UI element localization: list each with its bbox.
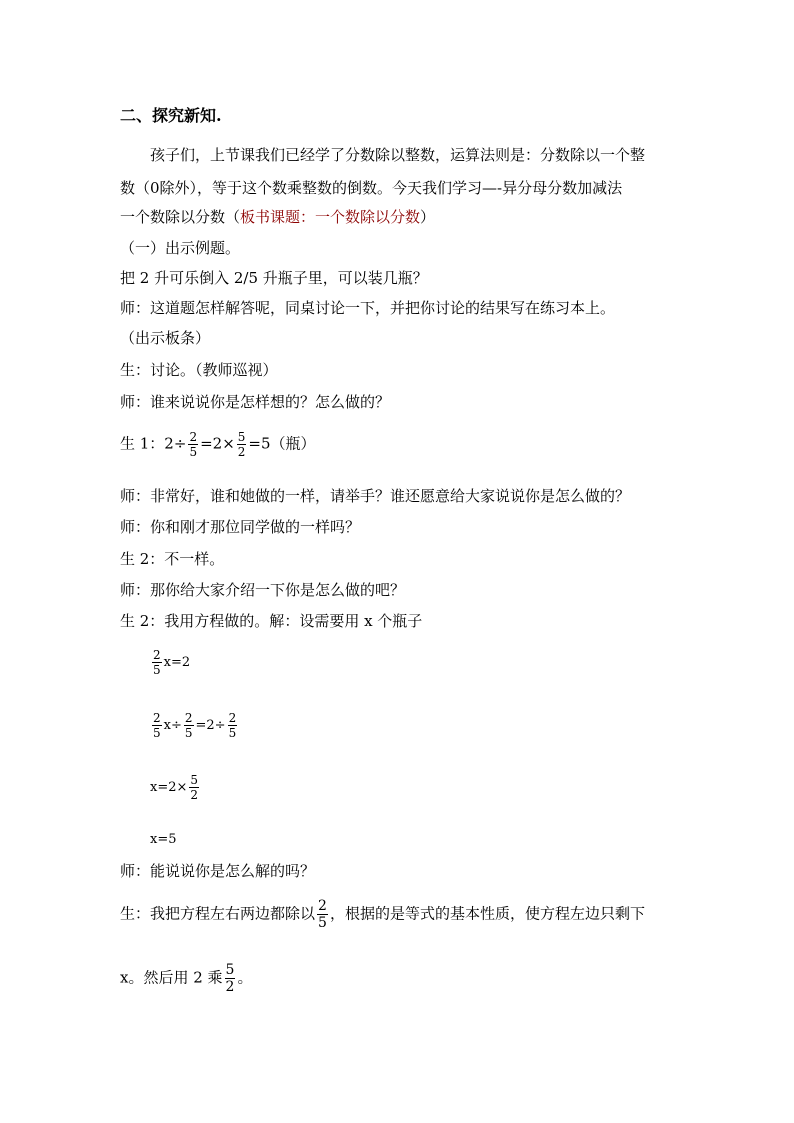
fraction: $\frac{2}{5}$ <box>153 648 161 677</box>
equation-3 <box>150 773 201 802</box>
fraction: $\frac{2}{5}$ <box>189 430 198 459</box>
fraction: $\frac{5}{2}$ <box>237 430 246 459</box>
intro-line-1: 孩子们，上节课我们已经学了分数除以整数，运算法则是：分数除以一个整 <box>150 146 646 164</box>
teacher-line-3: 师：非常好，谁和她做的一样，请举手？谁还愿意给大家说说你是怎么做的？ <box>120 487 631 505</box>
equation-2 <box>150 711 239 740</box>
intro-close: ） <box>420 208 436 226</box>
equation-1 <box>150 648 190 677</box>
student-line-2: 生 2：不一样。 <box>120 550 225 568</box>
fraction: $\frac{2}{5}$ <box>184 711 193 740</box>
explanation-text: ，根据的是等式的基本性质，使方程左边只剩下 <box>329 904 645 923</box>
explanation-text: 生：我把方程左右两边都除以 <box>120 904 316 923</box>
fraction: $\frac{5}{2}$ <box>190 773 199 802</box>
student-line-4 <box>120 898 645 931</box>
teacher-line-1: 师：这道题怎样解答呢，同桌讨论一下，并把你讨论的结果写在练习本上。 <box>120 299 616 317</box>
teacher-line-2: 师：谁来说说你是怎样想的？怎么做的？ <box>120 393 391 411</box>
fraction: $\frac{2}{5}$ <box>228 711 237 740</box>
equation-text: =2÷ <box>195 718 226 733</box>
teacher-line-4: 师：你和刚才那位同学做的一样吗？ <box>120 518 361 536</box>
intro-line-2: 数（0除外），等于这个数乘整数的倒数。今天我们学习—-异分母分数加减法 <box>120 179 623 197</box>
fraction: $\frac{5}{2}$ <box>225 962 235 995</box>
explanation-text: 。 <box>237 968 253 987</box>
student-line-1: 生：讨论。（教师巡视） <box>120 361 278 379</box>
board-title: 板书课题：一个数除以分数 <box>240 208 421 226</box>
equation-text: x÷ <box>163 718 182 733</box>
student-line-3: 生 2：我用方程做的。解：设需要用 x 个瓶子 <box>120 612 423 630</box>
equation-text: x=2× <box>150 780 188 795</box>
problem-text: 把 2 升可乐倒入 2/5 升瓶子里，可以装几瓶？ <box>120 269 428 287</box>
solution-mid: =2× <box>200 434 235 453</box>
intro-text: 一个数除以分数（ <box>120 208 241 226</box>
student1-solution <box>120 430 316 459</box>
explanation-text: x。然后用 2 乘 <box>120 968 223 987</box>
section-1-title: （一）出示例题。 <box>120 239 241 257</box>
equation-4: x=5 <box>150 832 177 847</box>
student-line-4b <box>120 962 252 995</box>
intro-line-3 <box>120 207 435 227</box>
solution-prefix: 生 1：2÷ <box>120 434 187 453</box>
fraction: $\frac{2}{5}$ <box>153 711 161 740</box>
solution-suffix: =5（瓶） <box>248 434 316 453</box>
teacher-line-5: 师：那你给大家介绍一下你是怎么做的吧？ <box>120 581 406 599</box>
teacher-line-6: 师：能说说你是怎么解的吗？ <box>120 862 316 880</box>
fraction: $\frac{2}{5}$ <box>318 898 327 931</box>
teacher-line-1b: （出示板条） <box>120 329 211 347</box>
section-heading: 二、探究新知. <box>120 106 222 125</box>
equation-text: x=2 <box>163 655 191 670</box>
